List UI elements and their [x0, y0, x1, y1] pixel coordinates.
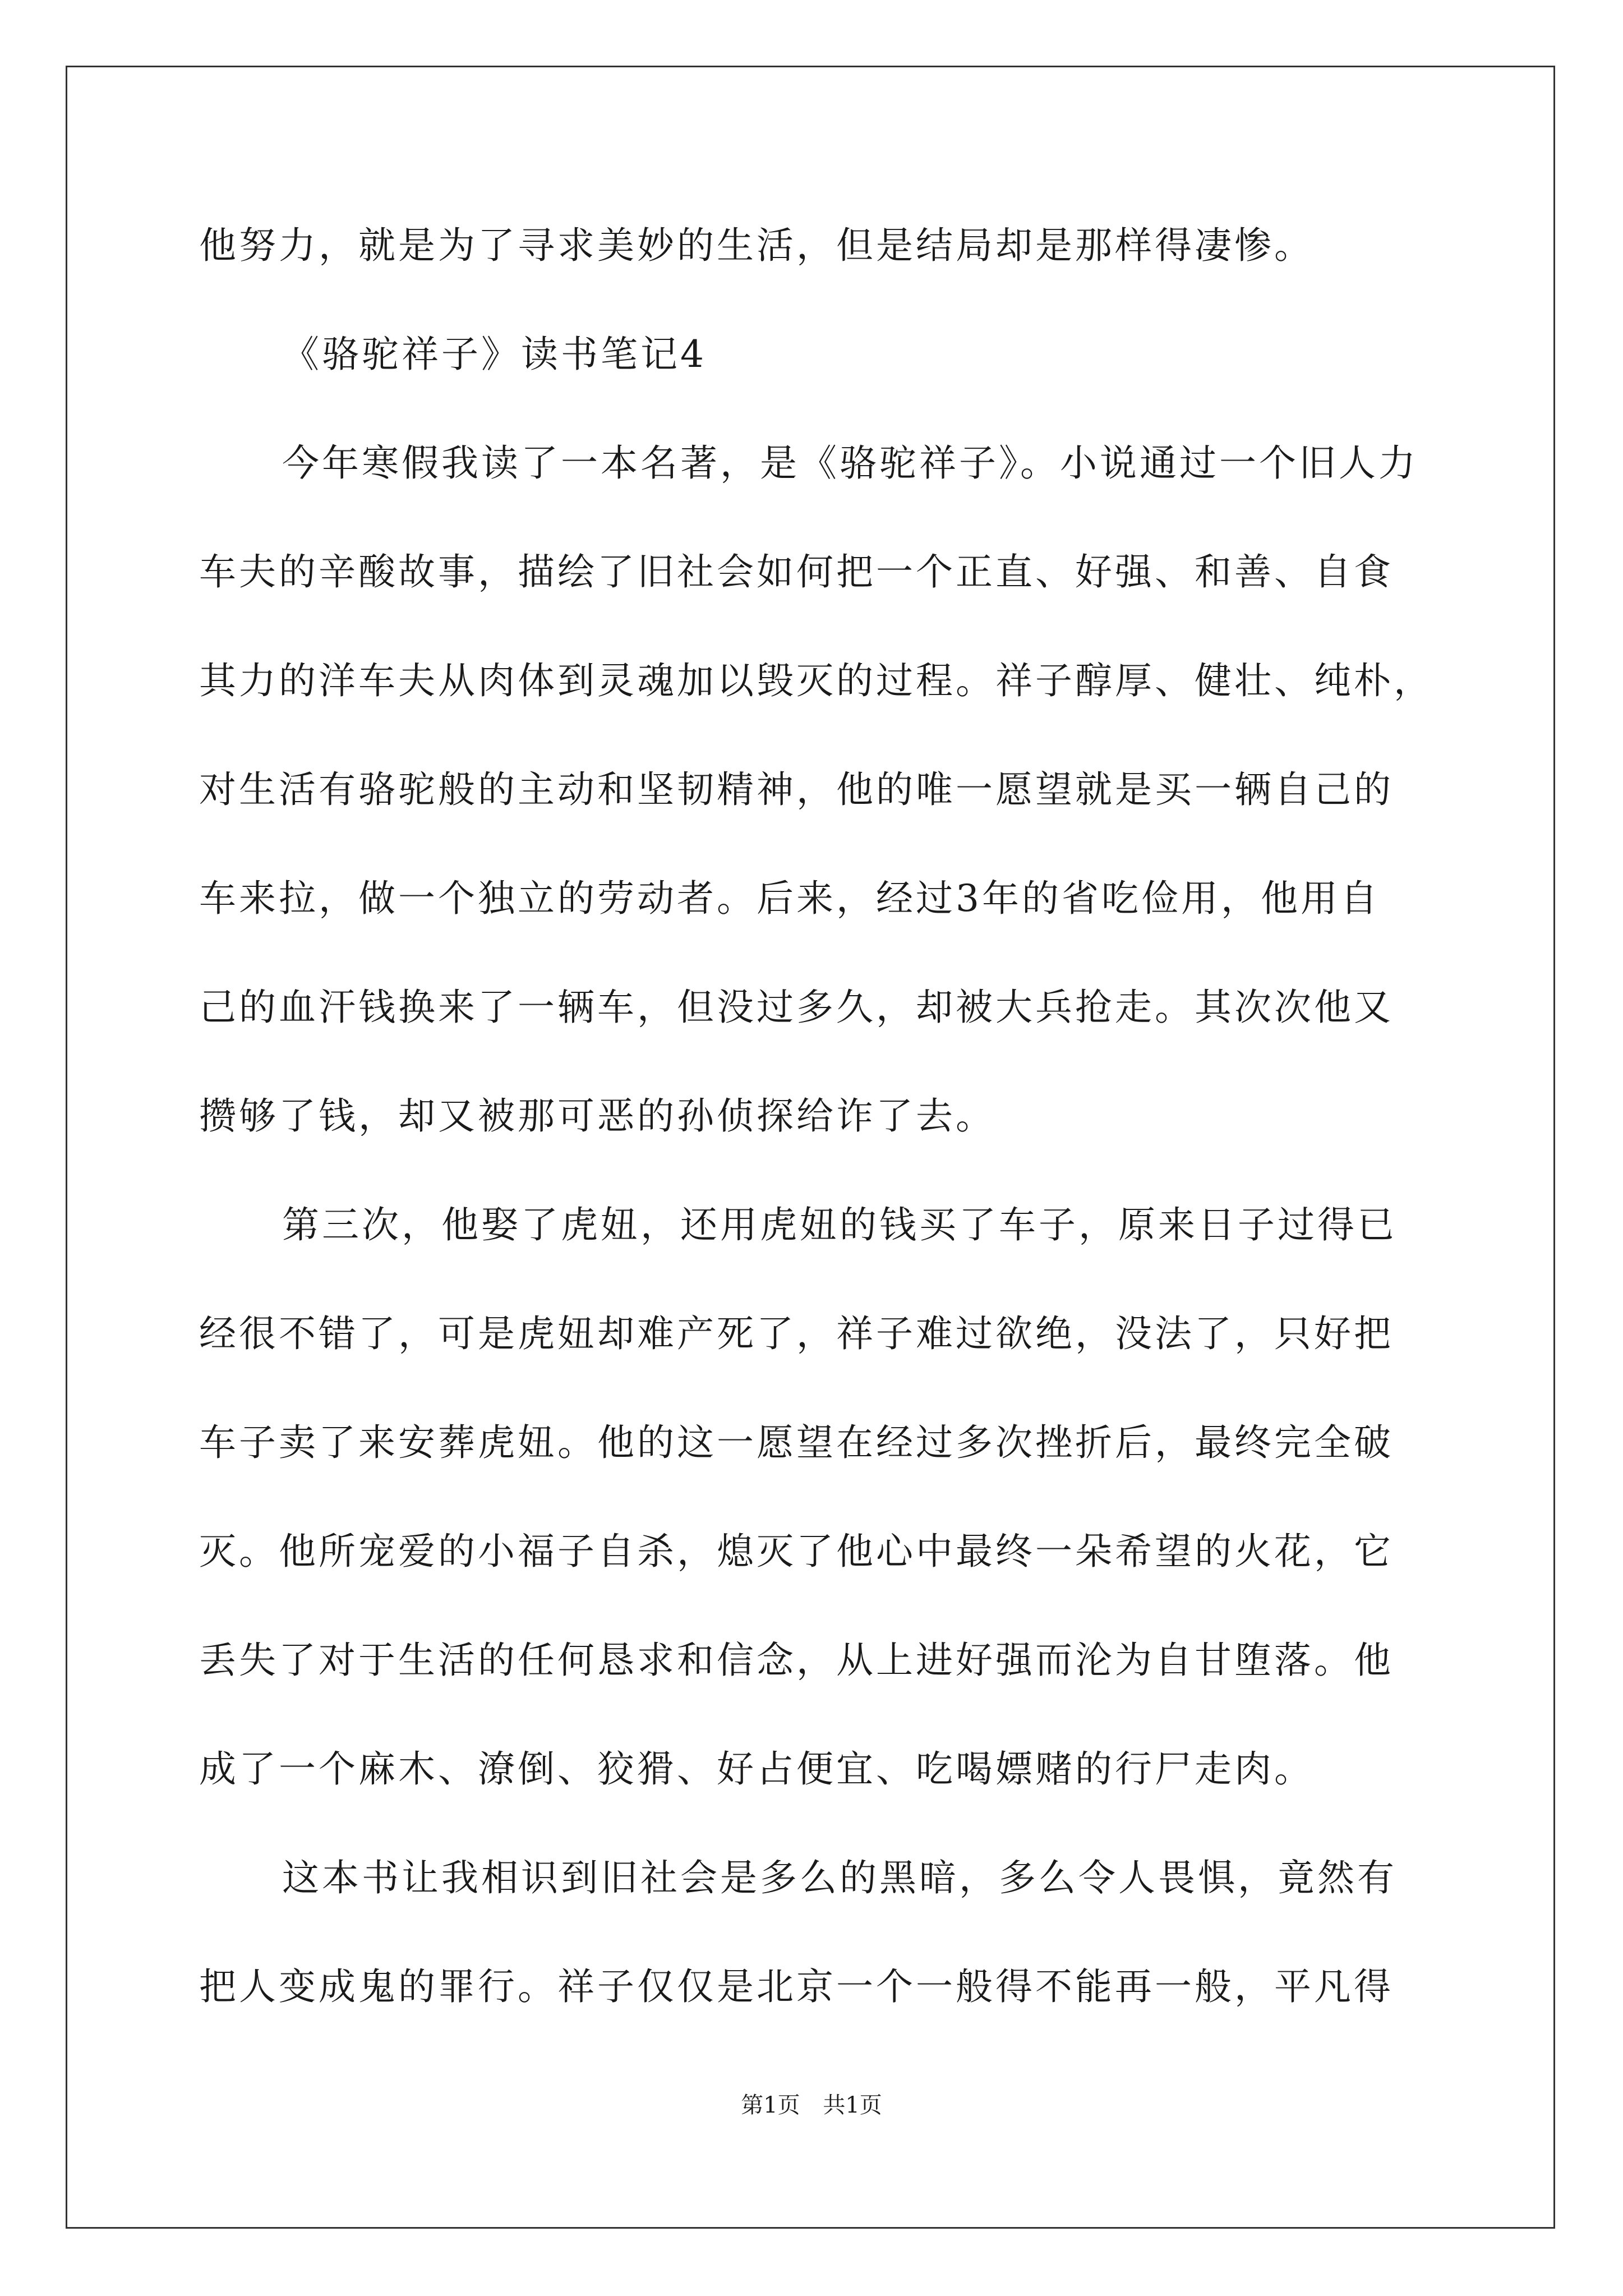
text-line: 第三次，他娶了虎妞，还用虎妞的钱买了车子，原来日子过得已 — [282, 1203, 1397, 1246]
text-line: 今年寒假我读了一本名著，是《骆驼祥子》。小说通过一个旧人力 — [282, 441, 1418, 485]
text-line: 己的血汗钱换来了一辆车，但没过多久，却被大兵抢走。其次次他又 — [199, 986, 1394, 1029]
page-number: 第1页 — [741, 2092, 800, 2118]
text-line: 攒够了钱，却又被那可恶的孙侦探给诈了去。 — [199, 1094, 995, 1138]
text-line: 把人变成鬼的罪行。祥子仅仅是北京一个一般得不能再一般，平凡得 — [199, 1965, 1394, 2008]
text-line: 灭。他所宠爱的小福子自杀，熄灭了他心中最终一朵希望的火花，它 — [199, 1530, 1394, 1573]
text-line: 其力的洋车夫从肉体到灵魂加以毁灭的过程。祥子醇厚、健壮、纯朴， — [199, 659, 1433, 702]
page-count: 共1页 — [823, 2092, 882, 2118]
text-line: 丢失了对于生活的任何恳求和信念，从上进好强而沦为自甘堕落。他 — [199, 1639, 1394, 1682]
text-line: 这本书让我相识到旧社会是多么的黑暗，多么令人畏惧，竟然有 — [282, 1856, 1397, 1899]
page-footer — [0, 2090, 1623, 2121]
document-body — [199, 219, 1433, 2069]
text-line: 车夫的辛酸故事，描绘了旧社会如何把一个正直、好强、和善、自食 — [199, 550, 1394, 593]
text-line: 车来拉，做一个独立的劳动者。后来，经过3年的省吃俭用，他用自 — [199, 877, 1380, 920]
text-line: 成了一个麻木、潦倒、狡猾、好占便宜、吃喝嫖赌的行尸走肉。 — [199, 1747, 1314, 1791]
text-line: 经很不错了，可是虎妞却难产死了，祥子难过欲绝，没法了，只好把 — [199, 1312, 1394, 1355]
text-line: 车子卖了来安葬虎妞。他的这一愿望在经过多次挫折后，最终完全破 — [199, 1421, 1394, 1464]
section-heading: 《骆驼祥子》读书笔记4 — [282, 333, 707, 376]
text-line: 他努力，就是为了寻求美妙的生活，但是结局却是那样得凄惨。 — [199, 224, 1314, 267]
text-line: 对生活有骆驼般的主动和坚韧精神，他的唯一愿望就是买一辆自己的 — [199, 768, 1394, 811]
